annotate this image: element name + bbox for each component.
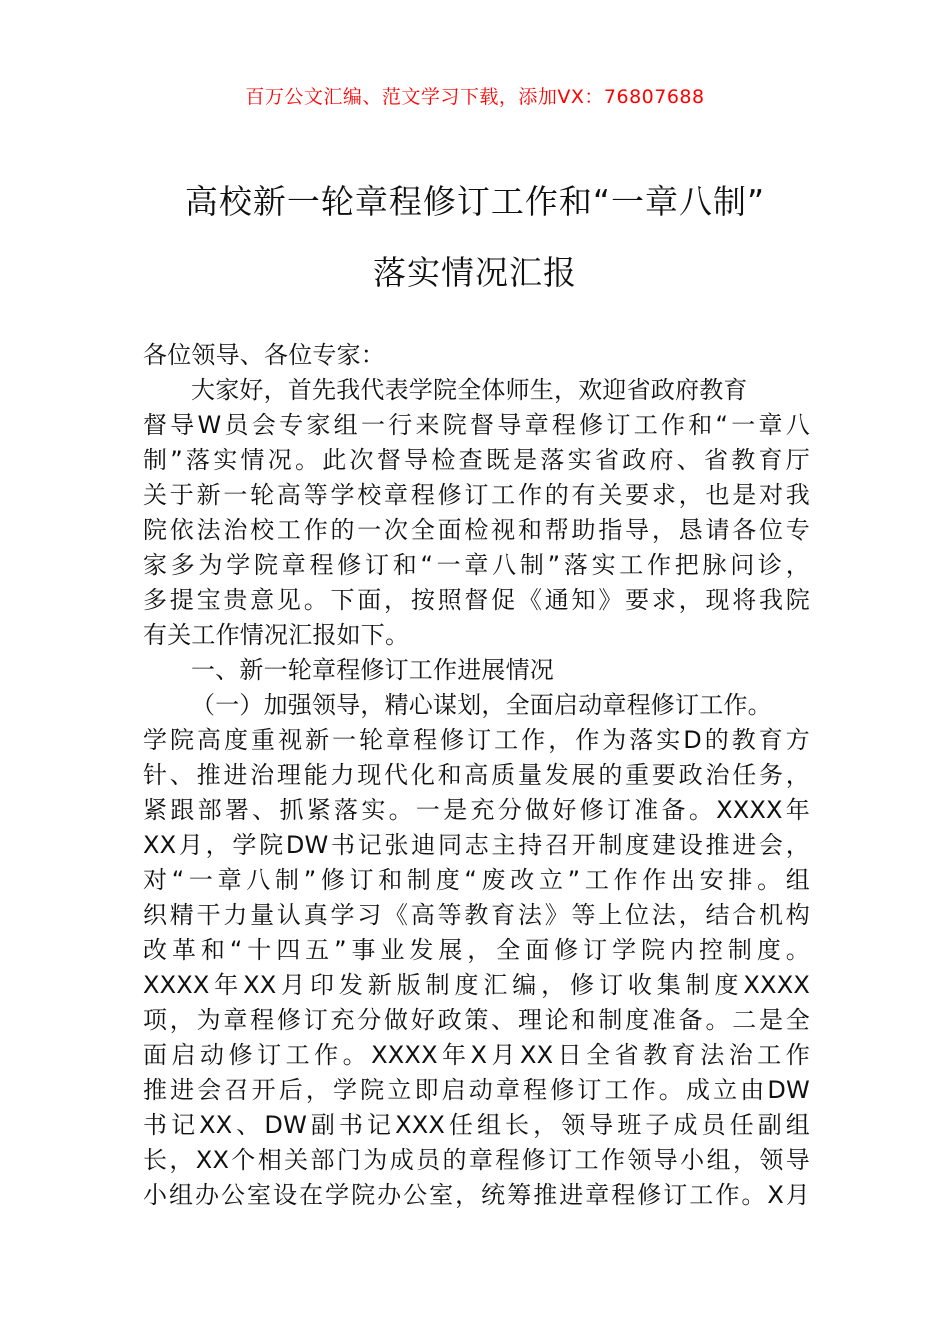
- body-line: XXXX年XX月印发新版制度汇编，修订收集制度XXXX: [143, 971, 810, 999]
- body-line: 家多为学院章程修订和“一章八制”落实工作把脉问诊，: [143, 551, 810, 579]
- subsection-heading: （一）加强领导，精心谋划，全面启动章程修订工作。: [191, 691, 772, 719]
- body-line: 大家好，首先我代表学院全体师生，欢迎省政府教育: [191, 376, 748, 404]
- body-line: 多提宝贵意见。下面，按照督促《通知》要求，现将我院: [143, 586, 810, 614]
- body-line: 推进会召开后，学院立即启动章程修订工作。成立由DW: [143, 1076, 810, 1104]
- body-line: 项，为章程修订充分做好政策、理论和制度准备。二是全: [143, 1006, 810, 1034]
- body-line: 书记XX、DW副书记XXX任组长，领导班子成员任副组: [143, 1111, 810, 1139]
- body-line: 督导W员会专家组一行来院督导章程修订工作和“一章八: [143, 411, 810, 439]
- body-line: 制”落实情况。此次督导检查既是落实省政府、省教育厅: [143, 446, 810, 474]
- body-line: 对“一章八制”修订和制度“废改立”工作作出安排。组: [143, 866, 810, 894]
- body-line: 面启动修订工作。XXXX年X月XX日全省教育法治工作: [143, 1041, 810, 1069]
- body-line: XX月，学院DW书记张迪同志主持召开制度建设推进会，: [143, 831, 810, 859]
- section-heading: 一、新一轮章程修订工作进展情况: [191, 656, 554, 684]
- document-title-line-1: 高校新一轮章程修订工作和“一章八制”: [184, 182, 766, 221]
- body-line: 改革和“十四五”事业发展，全面修订学院内控制度。: [143, 936, 810, 964]
- body-line: 针、推进治理能力现代化和高质量发展的重要政治任务，: [143, 761, 810, 789]
- body-line: 小组办公室设在学院办公室，统筹推进章程修订工作。X月: [143, 1181, 810, 1209]
- document-title-line-2: 落实情况汇报: [373, 253, 577, 292]
- body-line: 织精干力量认真学习《高等教育法》等上位法，结合机构: [143, 901, 810, 929]
- body-line: 院依法治校工作的一次全面检视和帮助指导，恳请各位专: [143, 516, 810, 544]
- body-line: 有关工作情况汇报如下。: [143, 621, 410, 649]
- body-line: 学院高度重视新一轮章程修订工作，作为落实D的教育方: [143, 726, 810, 754]
- body-line: 长，XX个相关部门为成员的章程修订工作领导小组，领导: [143, 1146, 810, 1174]
- header-banner: 百万公文汇编、范文学习下载，添加VX：76807688: [245, 86, 705, 108]
- salutation: 各位领导、各位专家：: [143, 341, 385, 369]
- body-line: 紧跟部署、抓紧落实。一是充分做好修订准备。XXXX年: [143, 796, 810, 824]
- body-line: 关于新一轮高等学校章程修订工作的有关要求，也是对我: [143, 481, 810, 509]
